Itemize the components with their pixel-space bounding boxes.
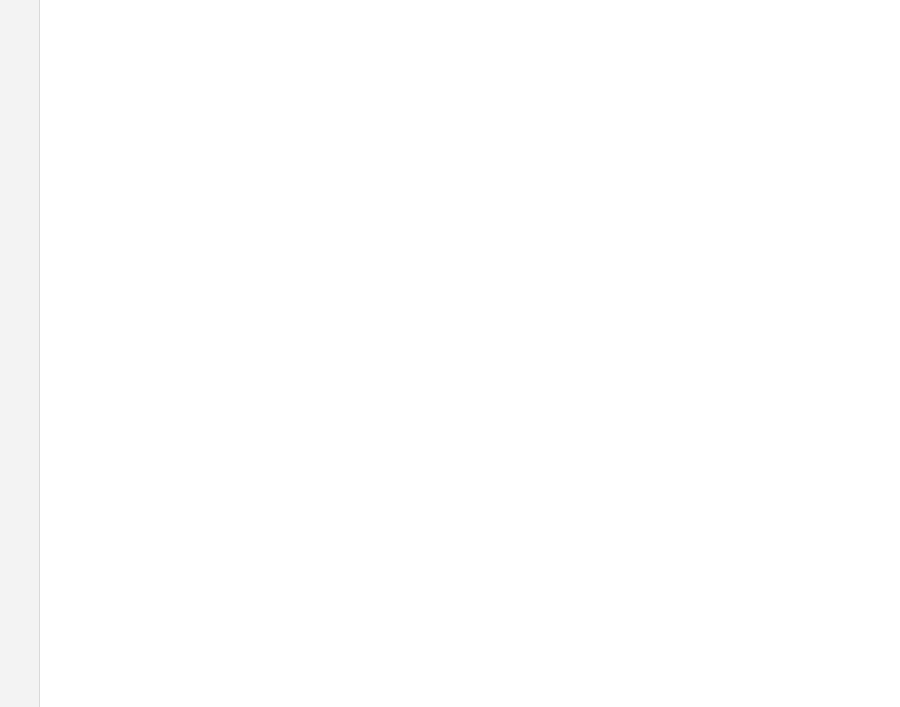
row-number-column xyxy=(0,0,40,707)
